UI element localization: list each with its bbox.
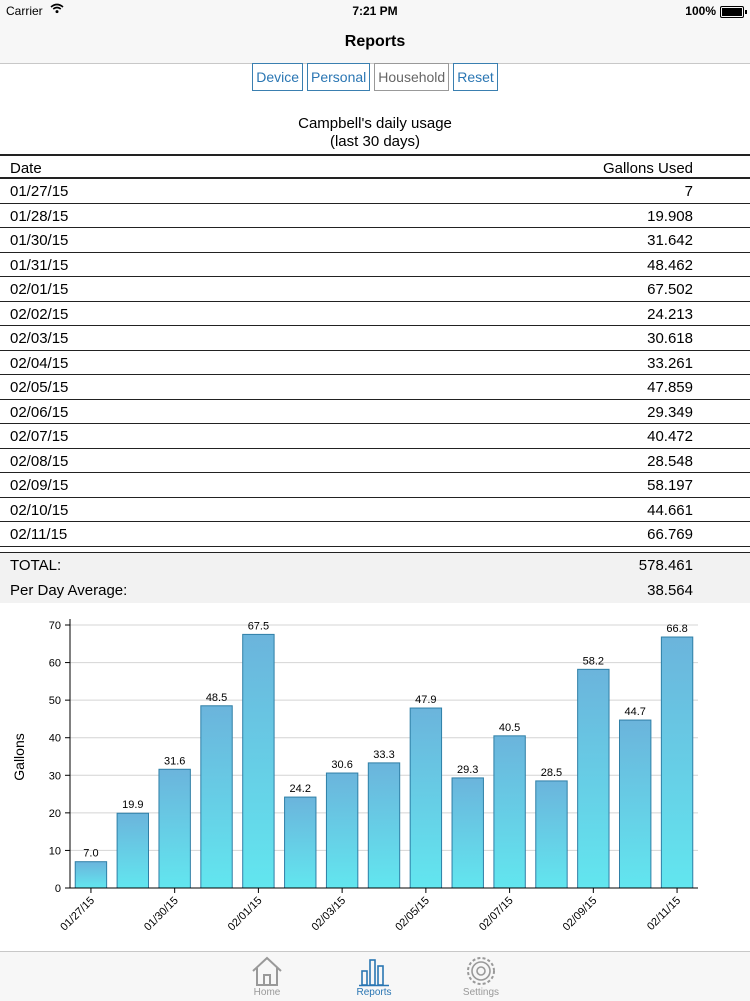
bar-chart-icon <box>357 955 391 987</box>
table-row <box>0 375 750 400</box>
row-date: 01/31/15 <box>10 256 69 274</box>
row-gallons: 29.349 <box>647 403 693 421</box>
row-gallons: 40.472 <box>647 428 693 445</box>
row-gallons: 44.661 <box>647 501 693 519</box>
segment-personal[interactable]: Personal <box>307 63 370 91</box>
report-title: Campbell's daily usage <box>298 115 452 132</box>
y-tick-label: 60 <box>48 657 61 670</box>
tab-bar <box>0 951 750 1001</box>
row-gallons: 67.502 <box>647 281 693 298</box>
bar-value-label: 33.3 <box>373 748 395 761</box>
table-row <box>0 498 750 523</box>
y-tick-label: 70 <box>48 620 61 632</box>
bar <box>117 813 148 888</box>
table-row <box>0 179 750 204</box>
daily-usage-bar-chart <box>0 605 750 950</box>
bar-value-label: 24.2 <box>289 783 311 796</box>
navigation-bar <box>0 22 750 64</box>
row-gallons: 33.261 <box>647 354 693 372</box>
bar <box>285 797 316 888</box>
row-gallons: 48.462 <box>647 256 693 274</box>
y-tick-label: 0 <box>54 883 61 895</box>
table-row <box>0 351 750 376</box>
average-label: Per Day Average: <box>10 582 128 599</box>
gallons-column-header: Gallons Used <box>602 160 693 177</box>
total-value: 578.461 <box>638 557 693 574</box>
total-label: TOTAL: <box>10 557 62 574</box>
date-column-header: Date <box>10 160 42 177</box>
battery-percentage: 100% <box>685 4 716 18</box>
row-gallons: 58.197 <box>647 477 693 494</box>
table-row <box>0 522 750 547</box>
report-heading <box>0 115 750 151</box>
home-icon <box>250 955 284 987</box>
bar-value-label: 30.6 <box>331 759 353 772</box>
x-tick-label: 02/11/15 <box>644 894 684 933</box>
usage-table <box>0 154 750 547</box>
bar-value-label: 40.5 <box>498 721 521 734</box>
y-tick-label: 50 <box>48 695 61 708</box>
row-date: 02/01/15 <box>10 281 69 298</box>
bar <box>368 763 399 888</box>
table-row <box>0 473 750 498</box>
x-tick-label: 01/27/15 <box>58 894 98 934</box>
row-date: 02/04/15 <box>10 354 69 372</box>
bar-value-label: 48.5 <box>205 691 228 704</box>
bar <box>661 637 692 888</box>
gear-icon <box>464 955 498 987</box>
report-subtitle: (last 30 days) <box>329 133 421 150</box>
y-tick-label: 40 <box>48 732 61 745</box>
row-date: 01/28/15 <box>10 207 69 225</box>
bar-value-label: 58.2 <box>582 655 605 668</box>
row-gallons: 28.548 <box>647 452 693 470</box>
bar <box>326 773 357 888</box>
bar <box>620 720 651 888</box>
report-scope-segmented-control <box>0 63 750 93</box>
tab-home[interactable] <box>237 955 297 998</box>
row-date: 02/10/15 <box>10 501 69 519</box>
x-tick-label: 02/03/15 <box>309 894 349 934</box>
bar <box>578 669 609 888</box>
bar-value-label: 67.5 <box>247 620 270 633</box>
x-tick-label: 02/07/15 <box>476 894 516 934</box>
tab-reports[interactable] <box>344 955 404 998</box>
bar <box>410 708 441 888</box>
bar <box>536 781 567 888</box>
y-axis-label: Gallons <box>11 733 27 781</box>
clock: 7:21 PM <box>352 4 398 18</box>
bar-value-label: 47.9 <box>415 694 437 707</box>
carrier-label: Carrier <box>6 4 43 18</box>
row-date: 01/27/15 <box>10 183 69 200</box>
row-date: 02/09/15 <box>10 477 69 494</box>
row-date: 02/08/15 <box>10 452 69 470</box>
bar <box>243 634 274 888</box>
row-date: 02/06/15 <box>10 403 69 421</box>
tab-home-label: Home <box>253 987 281 998</box>
row-date: 02/05/15 <box>10 379 69 396</box>
row-gallons: 19.908 <box>647 207 693 225</box>
row-date: 02/07/15 <box>10 428 69 445</box>
bar-value-label: 29.3 <box>457 763 479 776</box>
page-title: Reports <box>344 33 406 50</box>
table-row <box>0 228 750 253</box>
row-date: 01/30/15 <box>10 232 69 249</box>
table-header <box>0 154 750 179</box>
bar <box>201 706 232 888</box>
bar <box>159 769 190 888</box>
y-tick-label: 30 <box>48 770 61 783</box>
table-row <box>0 326 750 351</box>
y-tick-label: 10 <box>48 845 61 858</box>
bar-value-label: 66.8 <box>666 623 688 636</box>
row-date: 02/02/15 <box>10 305 69 323</box>
row-gallons: 24.213 <box>647 305 693 323</box>
bar <box>452 778 483 888</box>
tab-settings-label: Settings <box>462 987 500 998</box>
bar-value-label: 44.7 <box>624 706 646 719</box>
y-tick-label: 20 <box>48 807 61 820</box>
bar-value-label: 28.5 <box>540 766 563 779</box>
total-row <box>0 552 750 579</box>
row-gallons: 7 <box>684 183 693 200</box>
bar-value-label: 19.9 <box>122 799 144 812</box>
table-row <box>0 204 750 229</box>
table-row <box>0 302 750 327</box>
segment-device[interactable]: Device <box>252 63 303 91</box>
row-date: 02/03/15 <box>10 330 69 347</box>
average-row <box>0 578 750 603</box>
x-tick-label: 02/05/15 <box>393 894 432 934</box>
bar <box>494 736 525 888</box>
table-row <box>0 449 750 474</box>
x-tick-label: 02/01/15 <box>225 894 265 934</box>
status-bar <box>0 0 750 22</box>
row-gallons: 66.769 <box>647 526 693 543</box>
battery-icon <box>720 6 744 18</box>
tab-settings[interactable] <box>451 955 511 998</box>
x-tick-label: 01/30/15 <box>142 894 181 934</box>
tab-reports-label: Reports <box>356 987 392 998</box>
x-tick-label: 02/09/15 <box>560 894 600 934</box>
bar <box>75 862 106 888</box>
bar-value-label: 7.0 <box>83 847 99 860</box>
table-row <box>0 400 750 425</box>
bar-value-label: 31.6 <box>163 755 186 768</box>
row-date: 02/11/15 <box>10 526 68 543</box>
segment-household[interactable]: Household <box>374 63 449 91</box>
table-row <box>0 277 750 302</box>
row-gallons: 47.859 <box>647 379 693 396</box>
average-value: 38.564 <box>647 582 693 599</box>
table-row <box>0 424 750 449</box>
table-row <box>0 253 750 278</box>
row-gallons: 31.642 <box>647 232 693 249</box>
segment-reset[interactable]: Reset <box>453 63 498 91</box>
row-gallons: 30.618 <box>647 330 693 347</box>
